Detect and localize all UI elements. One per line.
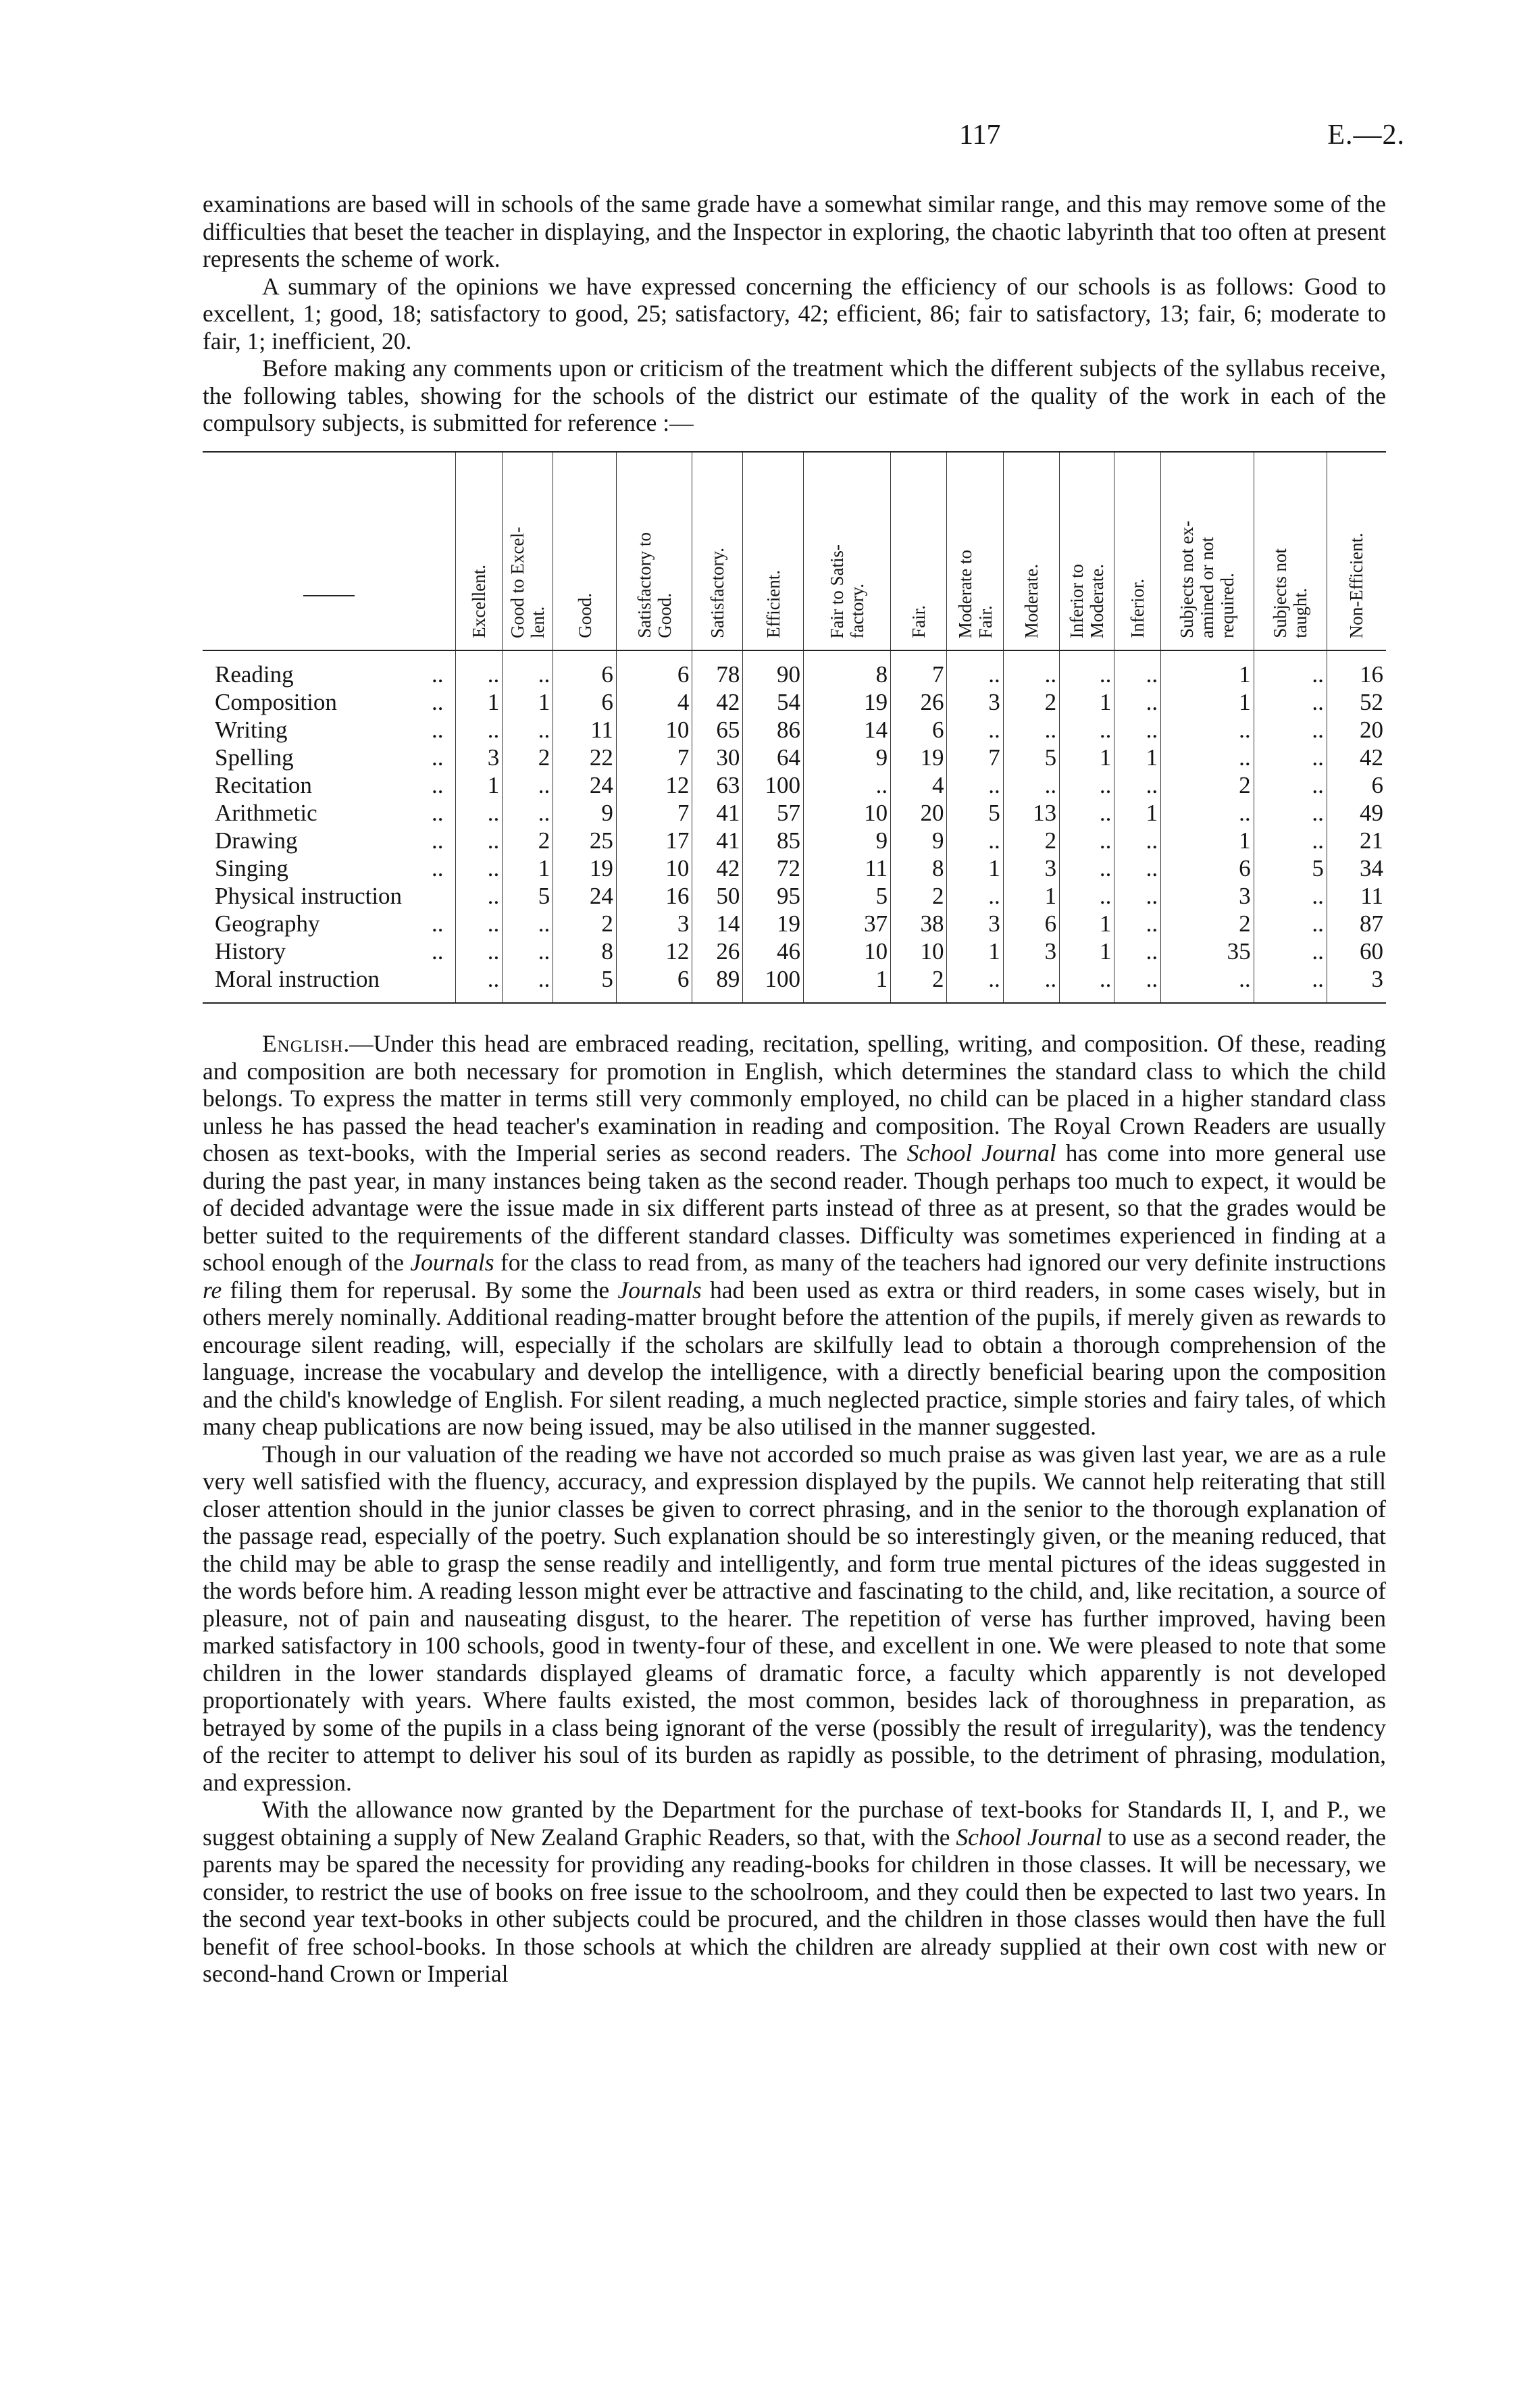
table-cell: ..	[1114, 937, 1161, 965]
table-cell: ..	[1003, 771, 1059, 799]
table-cell: ..	[1114, 650, 1161, 688]
table-cell: 2	[553, 910, 617, 937]
table-cell: ..	[1161, 965, 1254, 1003]
column-header: Inferior to Moderate.	[1060, 452, 1114, 650]
table-cell: ..	[1254, 882, 1327, 910]
intro-paragraph-2: A summary of the opinions we have expressed concerning the efficiency of our schools is as follows: Good to excellent, 1; good, 18; satisfactory to good, 25; satisfactory, 42; efficient, 86; fair to satisfactory, 13; fair, 6; moderate to fair, 1; inefficient, 20.	[203, 272, 1386, 355]
table-row	[203, 882, 1386, 910]
table-cell: 100	[743, 965, 804, 1003]
table-cell: 2	[1161, 771, 1254, 799]
row-label: Physical instruction	[215, 883, 403, 909]
table-cell: ..	[503, 650, 553, 688]
row-label: History ..	[215, 938, 444, 964]
table-cell: 7	[891, 650, 947, 688]
table-cell: ..	[947, 650, 1003, 688]
table-cell: 2	[1003, 827, 1059, 854]
table-cell: 2	[1003, 688, 1059, 716]
table-cell: 42	[692, 688, 743, 716]
page-header	[203, 119, 1405, 159]
table-cell: 1	[1161, 827, 1254, 854]
table-cell: 1	[456, 771, 503, 799]
table-cell: 3	[1003, 854, 1059, 882]
table-cell: 5	[503, 882, 553, 910]
table-cell: ..	[947, 882, 1003, 910]
table-row	[203, 688, 1386, 716]
table-cell: ..	[1114, 771, 1161, 799]
table-corner	[203, 452, 456, 650]
table-cell: ..	[947, 771, 1003, 799]
table-cell: ..	[1161, 799, 1254, 827]
table-cell: 1	[456, 688, 503, 716]
table-cell: ..	[503, 799, 553, 827]
table-cell: 3	[947, 910, 1003, 937]
table-cell: 10	[803, 799, 890, 827]
column-header: Moderate.	[1003, 452, 1059, 650]
table-cell: 1	[1161, 688, 1254, 716]
table-cell: 8	[803, 650, 890, 688]
table-cell: 10	[803, 937, 890, 965]
table-cell: 52	[1327, 688, 1386, 716]
table-cell: 12	[616, 937, 692, 965]
column-header: Excellent.	[456, 452, 503, 650]
table-row	[203, 965, 1386, 1003]
table-cell: 6	[553, 688, 617, 716]
table-cell: 24	[553, 771, 617, 799]
table-cell: 37	[803, 910, 890, 937]
table-cell: 57	[743, 799, 804, 827]
column-header: Efficient.	[743, 452, 804, 650]
table-cell: 1	[1060, 910, 1114, 937]
table-cell: ..	[1114, 688, 1161, 716]
table-cell: 64	[743, 744, 804, 771]
column-header: Moderate to Fair.	[947, 452, 1003, 650]
table-cell: ..	[1060, 882, 1114, 910]
table-cell: 54	[743, 688, 804, 716]
table-cell: ..	[456, 937, 503, 965]
column-header: Non-Efficient.	[1327, 452, 1386, 650]
table-cell: 89	[692, 965, 743, 1003]
table-cell: 2	[503, 827, 553, 854]
table-cell: 42	[692, 854, 743, 882]
table-row	[203, 771, 1386, 799]
intro-text	[203, 190, 1386, 437]
table-cell: ..	[456, 882, 503, 910]
table-cell: 16	[616, 882, 692, 910]
table-cell: 14	[803, 716, 890, 744]
table-cell: 2	[1161, 910, 1254, 937]
table-cell: 63	[692, 771, 743, 799]
table-cell: 2	[503, 744, 553, 771]
table-cell: ..	[1254, 827, 1327, 854]
table-cell: 9	[803, 744, 890, 771]
table-cell: 8	[553, 937, 617, 965]
table-cell: 3	[1003, 937, 1059, 965]
table-cell: 4	[891, 771, 947, 799]
table-cell: 6	[1003, 910, 1059, 937]
table-cell: 10	[616, 716, 692, 744]
table-cell: ..	[1161, 744, 1254, 771]
table-cell: 8	[891, 854, 947, 882]
table-cell: 7	[947, 744, 1003, 771]
table-cell: 17	[616, 827, 692, 854]
table-cell: 6	[616, 650, 692, 688]
table-cell: 50	[692, 882, 743, 910]
table-cell: ..	[1003, 965, 1059, 1003]
table-cell: 14	[692, 910, 743, 937]
table-cell: 3	[456, 744, 503, 771]
table-cell: ..	[456, 716, 503, 744]
table-cell: ..	[1254, 937, 1327, 965]
table-cell: ..	[456, 965, 503, 1003]
table-cell: 6	[1327, 771, 1386, 799]
table-cell: ..	[803, 771, 890, 799]
table-row	[203, 650, 1386, 688]
table-cell: ..	[1060, 771, 1114, 799]
table-cell: 2	[891, 882, 947, 910]
table-cell: 9	[803, 827, 890, 854]
table-row	[203, 716, 1386, 744]
row-label: Spelling ..	[215, 744, 444, 771]
table-cell: 24	[553, 882, 617, 910]
table-cell: ..	[1254, 716, 1327, 744]
table-cell: 6	[891, 716, 947, 744]
body-text	[203, 1030, 1386, 1988]
table-cell: 10	[616, 854, 692, 882]
table-cell: 13	[1003, 799, 1059, 827]
table-cell: 16	[1327, 650, 1386, 688]
textbooks-paragraph: With the allowance now granted by the Department for the purchase of text-books for Standards II, I, and P., we suggest obtaining a supply of New Zealand Graphic Readers, so that, with the School Journal to use as a second reader, the parents may be spared the necessity for providing any reading-books for children in those classes. It will be necessary, we consider, to restrict the use of books on free issue to the schoolroom, and they could then be expected to last two years. In the second year text-books in other subjects could be procured, and the children in those classes would then have the full benefit of free school-books. In those schools at which the children are already supplied at their own cost with new or second-hand Crown or Imperial	[203, 1796, 1387, 1987]
intro-paragraph-1: examinations are based will in schools of the same grade have a somewhat similar range, and this may remove some of the difficulties that beset the teacher in displaying, and the Inspector in exploring, the chaotic labyrinth that too often at present represents the scheme of work.	[203, 190, 1386, 272]
table-row	[203, 799, 1386, 827]
table-cell: 1	[947, 854, 1003, 882]
column-header: Subjects not taught.	[1254, 452, 1327, 650]
row-label: Arithmetic ..	[215, 800, 444, 826]
table-cell: 3	[616, 910, 692, 937]
table-cell: 85	[743, 827, 804, 854]
column-header: Good to Excel- lent.	[503, 452, 553, 650]
table-cell: 38	[891, 910, 947, 937]
table-cell: 1	[1114, 744, 1161, 771]
table-cell: 6	[553, 650, 617, 688]
table-cell: 6	[1161, 854, 1254, 882]
table-cell: ..	[503, 771, 553, 799]
english-paragraph: English.—Under this head are embraced reading, recitation, spelling, writing, and composition. Of these, reading and composition are both necessary for promotion in English, which determines the standard class to which the child belongs. To express the matter in terms still very commonly employed, no child can be placed in a higher standard class unless he has passed the head teacher's examination in reading and composition. The Royal Crown Readers are usually chosen as text-books, with the Imperial series as second readers. The School Journal has come into more general use during the past year, in many instances being taken as the second reader. Though perhaps too much to expect, it would be of decided advantage were the issue made in six different parts instead of three as at present, so that the grades would be better suited to the requirements of the different standard classes. Difficulty was sometimes experienced in finding at a school enough of the Journals for the class to read from, as many of the teachers had ignored our very definite instructions re filing them for reperusal. By some the Journals had been used as extra or third readers, in some cases wisely, but in others merely nominally. Additional reading-matter brought before the attention of the pupils, if merely given as rewards to encourage silent reading, will, especially if the scholars are skilfully lead to obtain a thorough comprehension of the language, increase the vocabulary and develop the intelligence, with a directly beneficial bearing upon the composition and the child's knowledge of English. For silent reading, a much neglected practice, simple stories and fairy tales, of which many cheap publications are now being issued, may be also utilised in the manner suggested.	[203, 1030, 1386, 1440]
table-row	[203, 937, 1386, 965]
corner-dash	[303, 595, 355, 596]
table-cell: 2	[891, 965, 947, 1003]
table-cell: 4	[616, 688, 692, 716]
table-cell: ..	[503, 910, 553, 937]
row-label: Composition ..	[215, 689, 444, 715]
table-cell: 30	[692, 744, 743, 771]
column-header: Satisfactory.	[692, 452, 743, 650]
table-cell: 1	[1114, 799, 1161, 827]
table-cell: 3	[947, 688, 1003, 716]
row-label: Drawing ..	[215, 827, 444, 854]
table-row	[203, 827, 1386, 854]
table-cell: 1	[1060, 744, 1114, 771]
table-cell: ..	[503, 937, 553, 965]
column-header: Fair.	[891, 452, 947, 650]
table-cell: 12	[616, 771, 692, 799]
table-cell: ..	[1254, 965, 1327, 1003]
table-cell: ..	[1114, 716, 1161, 744]
table-cell: 11	[1327, 882, 1386, 910]
table-cell: 65	[692, 716, 743, 744]
table-cell: ..	[1161, 716, 1254, 744]
table-cell: 20	[1327, 716, 1386, 744]
table-cell: ..	[1114, 965, 1161, 1003]
table-cell: ..	[1114, 910, 1161, 937]
document-serial: E.—2.	[1327, 120, 1405, 151]
table-cell: 9	[891, 827, 947, 854]
table-cell: 25	[553, 827, 617, 854]
table-cell: 26	[891, 688, 947, 716]
efficiency-summary-table	[203, 451, 1386, 1004]
table-cell: ..	[1254, 910, 1327, 937]
table-cell: 1	[1060, 688, 1114, 716]
table-cell: 1	[503, 688, 553, 716]
table-cell: 5	[803, 882, 890, 910]
table-cell: ..	[1060, 827, 1114, 854]
table-header-row	[203, 452, 1386, 650]
table-cell: 7	[616, 799, 692, 827]
table-cell: ..	[1254, 799, 1327, 827]
table-cell: 1	[503, 854, 553, 882]
table-cell: ..	[1254, 688, 1327, 716]
section-heading: English	[262, 1030, 344, 1057]
table-cell: 72	[743, 854, 804, 882]
table-cell: 1	[1003, 882, 1059, 910]
table-cell: 5	[1254, 854, 1327, 882]
row-label: Writing ..	[215, 717, 444, 743]
table-cell: 1	[1060, 937, 1114, 965]
table-cell: 60	[1327, 937, 1386, 965]
table-cell: ..	[947, 827, 1003, 854]
table-cell: 19	[891, 744, 947, 771]
table-cell: ..	[456, 854, 503, 882]
table-cell: ..	[1060, 650, 1114, 688]
table-body	[203, 650, 1386, 1003]
table-cell: ..	[1254, 650, 1327, 688]
column-header: Satisfactory to Good.	[616, 452, 692, 650]
reading-paragraph: Though in our valuation of the reading we have not accorded so much praise as was given last year, we are as a rule very well satisfied with the fluency, accuracy, and expression displayed by the pupils. We cannot help reiterating that still closer attention should in the junior classes be given to correct phrasing, and in the senior to the thorough explanation of the passage read, especially of the poetry. Such explanation should be so interestingly given, or the meaning reduced, that the child may be able to grasp the sense readily and intelligently, and form true mental pictures of the ideas suggested in the words before him. A reading lesson might ever be attractive and fascinating to the child, and, like recitation, a source of pleasure, not of pain and nauseating disgust, to the hearer. The repetition of verse has further improved, having been marked satisfactory in 100 schools, good in twenty-four of these, and excellent in one. We were pleased to note that some children in the lower standards displayed gleams of dramatic force, a faculty which apparently is not developed proportionately with years. Where faults existed, the most common, besides lack of thoroughness in preparation, as betrayed by some of the pupils in a class being ignorant of the verse (possibly the result of irregularity), was the tendency of the reciter to attempt to deliver his soul of its burden as rapidly as possible, to the detriment of phrasing, modulation, and expression.	[203, 1440, 1386, 1796]
table-cell: 22	[553, 744, 617, 771]
table-cell: 20	[891, 799, 947, 827]
table-cell: ..	[1060, 854, 1114, 882]
table-cell: 21	[1327, 827, 1386, 854]
table-cell: ..	[456, 799, 503, 827]
table-cell: ..	[1060, 799, 1114, 827]
table-cell: ..	[503, 716, 553, 744]
table-cell: 95	[743, 882, 804, 910]
column-header: Subjects not ex- amined or not required.	[1161, 452, 1254, 650]
table-cell: ..	[1114, 854, 1161, 882]
intro-paragraph-3: Before making any comments upon or criticism of the treatment which the different subjects of the syllabus receive, the following tables, showing for the schools of the district our estimate of the quality of the work in each of the compulsory subjects, is submitted for reference :—	[203, 355, 1386, 436]
row-label: Moral instruction	[203, 965, 456, 1003]
table-cell: ..	[1114, 882, 1161, 910]
table-cell: ..	[1114, 827, 1161, 854]
table-cell: 46	[743, 937, 804, 965]
table-cell: ..	[1254, 771, 1327, 799]
row-label: Recitation ..	[215, 772, 444, 798]
table-row	[203, 910, 1386, 937]
table-cell: 3	[1161, 882, 1254, 910]
table-cell: 19	[803, 688, 890, 716]
table-cell: 5	[947, 799, 1003, 827]
table-cell: 35	[1161, 937, 1254, 965]
table-cell: ..	[1060, 716, 1114, 744]
table-cell: 1	[947, 937, 1003, 965]
table-cell: 11	[553, 716, 617, 744]
table-cell: 42	[1327, 744, 1386, 771]
table-cell: ..	[503, 965, 553, 1003]
table-cell: 100	[743, 771, 804, 799]
table-cell: 11	[803, 854, 890, 882]
table-cell: ..	[1254, 744, 1327, 771]
table-cell: 7	[616, 744, 692, 771]
table-cell: 90	[743, 650, 804, 688]
table-cell: ..	[947, 965, 1003, 1003]
table-cell: 87	[1327, 910, 1386, 937]
table-cell: 86	[743, 716, 804, 744]
table-cell: 1	[1161, 650, 1254, 688]
table-cell: 3	[1327, 965, 1386, 1003]
row-label: Singing ..	[215, 855, 444, 881]
table-cell: 10	[891, 937, 947, 965]
table-row	[203, 744, 1386, 771]
table-cell: 41	[692, 827, 743, 854]
table-cell: 49	[1327, 799, 1386, 827]
table-cell: ..	[1003, 650, 1059, 688]
table-cell: 1	[803, 965, 890, 1003]
table-cell: ..	[1060, 965, 1114, 1003]
column-header: Good.	[553, 452, 617, 650]
table-cell: 41	[692, 799, 743, 827]
table-cell: ..	[947, 716, 1003, 744]
column-header: Inferior.	[1114, 452, 1161, 650]
row-label: Geography ..	[215, 910, 444, 937]
table-cell: ..	[1003, 716, 1059, 744]
table-cell: ..	[456, 650, 503, 688]
table-cell: 5	[1003, 744, 1059, 771]
table-cell: 5	[553, 965, 617, 1003]
table-row	[203, 854, 1386, 882]
table-cell: ..	[456, 827, 503, 854]
page-number: 117	[959, 120, 1001, 151]
column-header: Fair to Satis- factory.	[803, 452, 890, 650]
table-cell: ..	[456, 910, 503, 937]
table-cell: 34	[1327, 854, 1386, 882]
table-cell: 6	[616, 965, 692, 1003]
table-cell: 19	[553, 854, 617, 882]
row-label: Reading ..	[215, 661, 444, 688]
table-cell: 19	[743, 910, 804, 937]
table-cell: 9	[553, 799, 617, 827]
table-cell: 26	[692, 937, 743, 965]
table-cell: 78	[692, 650, 743, 688]
